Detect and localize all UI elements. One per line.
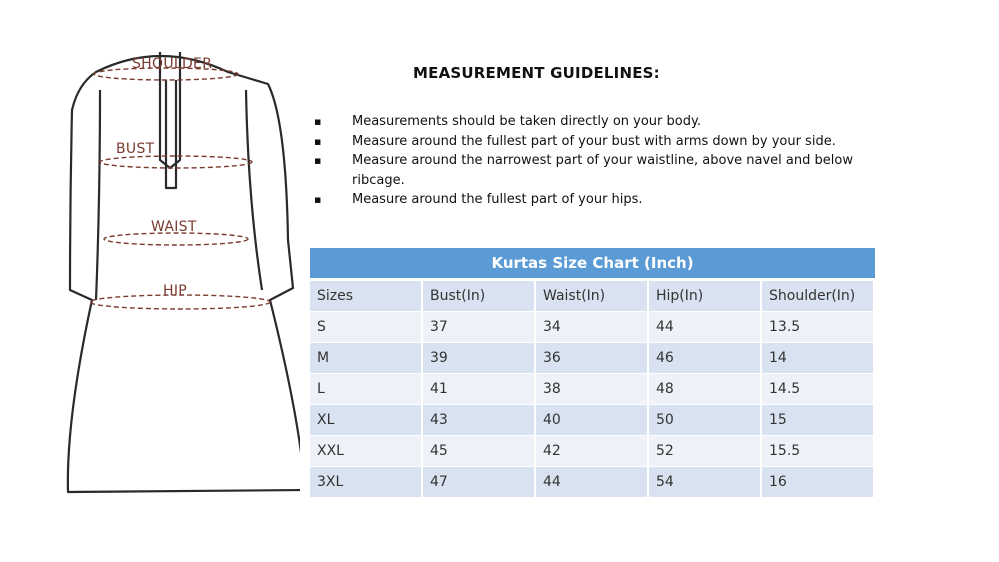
table-cell: 16 [762,467,875,498]
waist-label: WAIST [151,219,197,235]
guideline-text: Measure around the fullest part of your bust with arms down by your side. [352,133,836,149]
table-cell: 41 [423,374,536,405]
guideline-text: Measure around the fullest part of your hips. [352,192,643,207]
table-cell: 37 [423,312,536,343]
hip-label: HIP [163,283,187,299]
table-cell: 42 [536,436,649,467]
table-row [310,467,875,498]
table-cell: 14 [762,343,875,374]
guideline-item [314,112,854,132]
shoulder-label: SHOULDER [132,56,213,72]
table-cell: 15 [762,405,875,436]
table-cell: 38 [536,374,649,405]
table-cell: 44 [649,312,762,343]
guideline-text: Measure around the narrowest part of your waistline, above navel and below ribcage. [352,153,853,188]
table-row [310,343,875,374]
kurta-outline [68,52,300,492]
column-header: Hip(In) [649,281,762,312]
table-cell: 40 [536,405,649,436]
table-cell: 50 [649,405,762,436]
guideline-text: Measurements should be taken directly on your body. [352,114,701,129]
table-cell: 44 [536,467,649,498]
table-cell: 52 [649,436,762,467]
table-cell: XL [310,405,423,436]
column-header: Shoulder(In) [762,281,875,312]
column-header: Waist(In) [536,281,649,312]
guideline-item [314,151,854,190]
bullet-icon: ▪ [314,115,322,128]
table-cell: 46 [649,343,762,374]
size-chart-table [310,248,875,498]
table-cell: 47 [423,467,536,498]
table-cell: XXL [310,436,423,467]
table-header-row [310,281,875,312]
guideline-item [314,190,854,210]
table-cell: 48 [649,374,762,405]
bullet-icon: ▪ [314,193,322,206]
table-cell: L [310,374,423,405]
bullet-icon: ▪ [314,134,322,148]
table-cell: 54 [649,467,762,498]
table-row [310,436,875,467]
bullet-icon: ▪ [314,154,322,167]
bust-label: BUST [116,141,155,157]
table-cell: 39 [423,343,536,374]
column-header: Sizes [310,281,423,312]
guidelines-title: MEASUREMENT GUIDELINES: [413,64,660,82]
table-cell: M [310,343,423,374]
column-header: Bust(In) [423,281,536,312]
guidelines-list [314,112,854,210]
table-cell: 3XL [310,467,423,498]
table-cell: 15.5 [762,436,875,467]
table-row [310,374,875,405]
table-cell: 36 [536,343,649,374]
table-cell: S [310,312,423,343]
table-cell: 13.5 [762,312,875,343]
table-row [310,312,875,343]
size-chart-title: Kurtas Size Chart (Inch) [310,248,875,281]
table-cell: 43 [423,405,536,436]
table-cell: 34 [536,312,649,343]
table-cell: 14.5 [762,374,875,405]
table-cell: 45 [423,436,536,467]
table-row [310,405,875,436]
guideline-item [314,132,854,152]
kurta-diagram [0,0,300,562]
